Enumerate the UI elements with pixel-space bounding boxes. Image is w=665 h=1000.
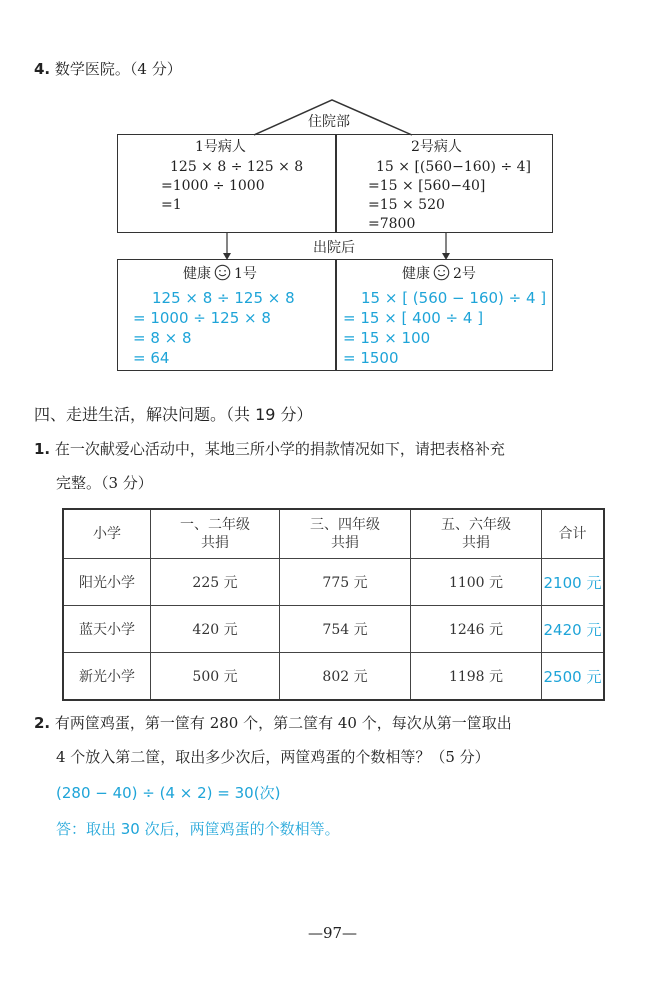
healthy-number: 2号	[453, 266, 476, 282]
patient-2-line: =7800	[368, 216, 416, 232]
patient-1-line: =1000 ÷ 1000	[161, 178, 265, 194]
patient-1-line: =1	[161, 197, 182, 213]
cell-grade-1-2: 420 元	[151, 606, 280, 653]
patient-1-name: 1号病人	[195, 139, 246, 155]
problem-1-line-1	[34, 438, 505, 459]
patient-2-line: 15 × [(560−160) ÷ 4]	[376, 159, 532, 175]
cell-school: 阳光小学	[63, 559, 151, 606]
patient-1-line: 125 × 8 ÷ 125 × 8	[170, 159, 304, 175]
table-header-row	[63, 509, 604, 559]
cell-school: 新光小学	[63, 653, 151, 701]
cell-total: 2500 元	[542, 653, 605, 701]
healthy-label: 健康	[183, 266, 211, 282]
healthy-2-line: = 1500	[343, 349, 399, 367]
header-total: 合计	[542, 509, 605, 559]
cell-grade-5-6: 1100 元	[411, 559, 542, 606]
healthy-label: 健康	[402, 266, 430, 282]
problem-1-line-2: 完整。（3 分）	[56, 474, 153, 492]
ward-label: 住院部	[308, 114, 350, 130]
cell-grade-3-4: 802 元	[280, 653, 411, 701]
patient-2-line: =15 × [560−40]	[368, 178, 486, 194]
healthy-number: 1号	[234, 266, 257, 282]
problem-text: 有两筐鸡蛋，第一筐有 280 个，第二筐有 40 个，每次从第一筐取出	[54, 714, 512, 732]
cell-grade-1-2: 225 元	[151, 559, 280, 606]
table-row	[63, 606, 604, 653]
header-grade-5-6: 五、六年级 共捐	[411, 509, 542, 559]
cell-grade-1-2: 500 元	[151, 653, 280, 701]
discharge-label: 出院后	[313, 240, 355, 256]
ward-divider	[335, 134, 337, 233]
header-school: 小学	[63, 509, 151, 559]
cell-total: 2420 元	[542, 606, 605, 653]
problem-2-solution: (280 − 40) ÷ (4 × 2) = 30(次)	[56, 784, 281, 802]
problem-text: 在一次献爱心活动中，某地三所小学的捐款情况如下，请把表格补充	[54, 440, 505, 458]
healthy-2-line: 15 × [ (560 − 160) ÷ 4 ]	[361, 289, 547, 307]
smiley-face-icon	[433, 264, 450, 281]
header-grade-1-2: 一、二年级 共捐	[151, 509, 280, 559]
healthy-1-heading	[183, 264, 257, 284]
donation-table	[62, 508, 605, 701]
table-row	[63, 559, 604, 606]
healthy-2-line: = 15 × [ 400 ÷ 4 ]	[343, 309, 484, 327]
question-number: 4.	[34, 60, 51, 78]
cell-grade-5-6: 1198 元	[411, 653, 542, 701]
header-grade-3-4: 三、四年级 共捐	[280, 509, 411, 559]
healthy-2-line: = 15 × 100	[343, 329, 431, 347]
section-heading: 四、走进生活，解决问题。（共 19 分）	[34, 405, 313, 424]
cell-grade-3-4: 775 元	[280, 559, 411, 606]
table-row	[63, 653, 604, 701]
healthy-1-line: = 8 × 8	[133, 329, 192, 347]
question-text: 数学医院。（4 分）	[54, 60, 182, 78]
problem-2-line-2: 4 个放入第二筐，取出多少次后，两筐鸡蛋的个数相等？（5 分）	[56, 748, 490, 766]
healthy-1-line: 125 × 8 ÷ 125 × 8	[152, 289, 295, 307]
patient-2-name: 2号病人	[411, 139, 462, 155]
patient-2-line: =15 × 520	[368, 197, 445, 213]
healthy-2-heading	[402, 264, 476, 284]
problem-2-answer: 答：取出 30 次后，两筐鸡蛋的个数相等。	[56, 820, 340, 838]
cell-total: 2100 元	[542, 559, 605, 606]
discharge-divider	[335, 259, 337, 371]
cell-school: 蓝天小学	[63, 606, 151, 653]
cell-grade-3-4: 754 元	[280, 606, 411, 653]
smiley-face-icon	[214, 264, 231, 281]
problem-2-line-1	[34, 712, 512, 733]
problem-number: 2.	[34, 714, 51, 732]
problem-number: 1.	[34, 440, 51, 458]
healthy-1-line: = 1000 ÷ 125 × 8	[133, 309, 271, 327]
healthy-1-line: = 64	[133, 349, 170, 367]
cell-grade-5-6: 1246 元	[411, 606, 542, 653]
page-number: —97—	[307, 924, 358, 942]
